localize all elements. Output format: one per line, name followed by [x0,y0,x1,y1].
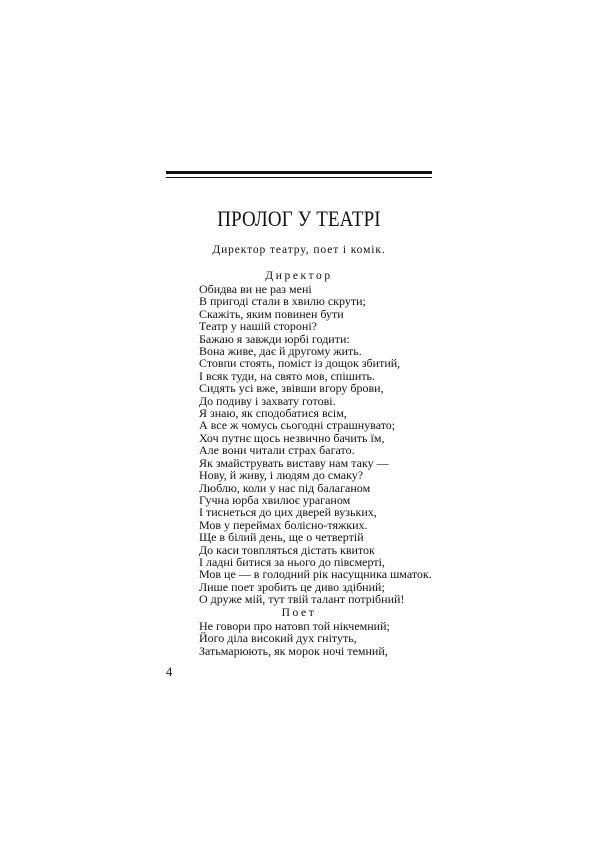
verse-line: Люблю, коли у нас під балаганом [199,480,371,495]
verse-line: Стовпи стоять, поміст із дощок збитий, [199,356,401,371]
verse-line: Театр у нашій стороні? [199,319,317,334]
verse-line: Обидва ви не раз мені [199,282,312,296]
header-rule-thick [166,171,432,174]
verse-line: Ще в білий день, ще о четвертій [199,530,364,545]
verse-line: Лише поет зробить це диво здібний; [199,579,385,594]
verse-line: Скажіть, яким повинен бути [199,306,344,321]
verse-line: Але вони читали страх багато. [199,443,355,458]
verse-line: Гучна юрба хвилює ураганом [199,492,351,507]
chapter-title: ПРОЛОГ У ТЕАТРІ [217,206,381,231]
verse-line: І ладні битися за нього до півсмерті, [199,554,385,569]
verse-line: До подиву і захвату готові. [199,393,336,408]
verse-line: А все ж чомусь сьогодні страшнувато; [199,418,396,433]
verse-line: Нову, й живу, і людям до смаку? [199,468,364,483]
verse-line: В пригоді стали в хвилю скрути; [199,294,366,309]
verse-line: До каси товпляться дістать квиток [199,542,375,557]
cast-list: Директор театру, поет і комік. [212,244,386,256]
speaker-heading-director: Директор [265,270,333,282]
verse-line: Не говори про натовп той нікчемний; [199,619,390,633]
verse-line: Вона живе, дає й другому жить. [199,344,362,359]
verse-line: Хоч путнє щось незвично бачить їм, [199,430,385,445]
verse-line: Мов це — в голодний рік насущника шматок. [199,567,432,582]
verse-line: Я знаю, як сподобатися всім, [199,406,347,421]
verse-line: О друже мій, тут твій талант потрібний! [199,592,405,607]
verse-line: Мов у переймах болісно-тяжких. [199,517,368,532]
director-verse [199,283,432,606]
verse-line: Його діла високий дух гнітуть, [199,631,357,646]
verse-line: Затьмарюють, як морок ночі темний, [199,643,388,658]
verse-line: І тиснеться до цих дверей вузьких, [199,505,377,520]
verse-line: Як змайструвать виставу нам таку — [199,455,389,470]
page-number: 4 [166,665,173,679]
poet-verse [199,620,390,657]
verse-line: Бажаю я завжди юрбі годити: [199,331,350,346]
verse-line: Сидять усі вже, звівши вгору брови, [199,381,384,396]
header-rule-thin [166,177,432,178]
verse-line: І всяк туди, на свято мов, спішить. [199,368,376,383]
speaker-heading-poet: Поет [281,607,317,619]
